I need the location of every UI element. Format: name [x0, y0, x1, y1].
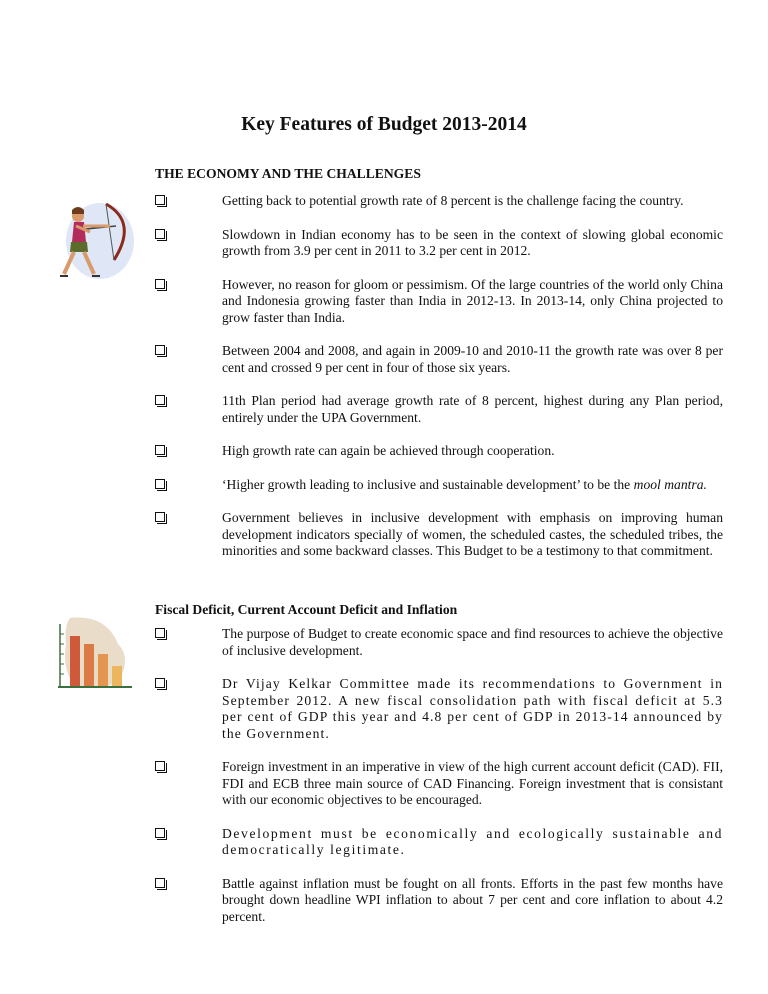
bar-chart-icon [56, 614, 134, 692]
list-item-text: Government believes in inclusive development with emphasis on improving human development indicators specially of women, the scheduled castes, the scheduled tribes, the minorities and some backward classes. This Budget to be a testimony to that commitment. [222, 510, 723, 558]
list-item-text: 11th Plan period had average growth rate of 8 percent, highest during any Plan period, entirely under the UPA Government. [222, 393, 723, 425]
list-item-text: The purpose of Budget to create economic space and find resources to achieve the objective of inclusive development. [222, 626, 723, 658]
list-item-text: High growth rate can again be achieved through cooperation. [222, 443, 555, 458]
checkbox-bullet-icon [155, 479, 165, 489]
list-item-text: However, no reason for gloom or pessimism. Of the large countries of the world only China and Indonesia growing faster than India in 2012-13. In 2013-14, only China projected to grow faster than India. [222, 276, 723, 325]
section-heading-economy: THE ECONOMY AND THE CHALLENGES [155, 166, 421, 181]
list-item-text: Development must be economically and ecologically sustainable and democratically legitimate. [222, 825, 723, 857]
fiscal-bullet-list [155, 626, 723, 925]
list-item-text: Getting back to potential growth rate of 8 percent is the challenge facing the country. [222, 193, 684, 208]
checkbox-bullet-icon [155, 195, 165, 205]
checkbox-bullet-icon [155, 229, 165, 239]
section-heading-fiscal: Fiscal Deficit, Current Account Deficit and Inflation [155, 602, 458, 617]
list-item [155, 626, 723, 659]
list-item [155, 826, 723, 859]
checkbox-bullet-icon [155, 761, 165, 771]
list-item-text: Between 2004 and 2008, and again in 2009-10 and 2010-11 the growth rate was over 8 per cent and crossed 9 per cent in four of those six years. [222, 343, 723, 375]
list-item-text: Battle against inflation must be fought on all fronts. Efforts in the past few months have brought down headline WPI inflation to about 7 per cent and core inflation to about 4.2 percent. [222, 875, 723, 924]
checkbox-bullet-icon [155, 878, 165, 888]
checkbox-bullet-icon [155, 828, 165, 838]
list-item [155, 227, 723, 260]
checkbox-bullet-icon [155, 279, 165, 289]
list-item [155, 510, 723, 560]
list-item [155, 343, 723, 376]
archer-figure-image [54, 196, 144, 286]
checkbox-bullet-icon [155, 345, 165, 355]
list-item [155, 277, 723, 327]
list-item-text: Dr Vijay Kelkar Committee made its recommendations to Government in September 2012. A new fiscal consolidation path with fiscal deficit at 5.3 per cent of GDP this year and 4.8 per cent of GDP in 2013-14 announced by the Government. [222, 676, 723, 741]
checkbox-bullet-icon [155, 628, 165, 638]
list-item [155, 759, 723, 809]
checkbox-bullet-icon [155, 512, 165, 522]
list-item-italic-text: mool mantra. [633, 476, 707, 492]
list-item [155, 193, 723, 210]
list-item-text: ‘Higher growth leading to inclusive and sustainable development’ to be the [222, 476, 631, 492]
economy-bullet-list [155, 193, 723, 560]
document-title: Key Features of Budget 2013-2014 [241, 114, 527, 135]
list-item [155, 393, 723, 426]
list-item-text: Slowdown in Indian economy has to be seen in the context of slowing global economic growth from 3.9 per cent in 2011 to 3.2 per cent in 2012. [222, 226, 723, 258]
list-item [155, 676, 723, 742]
checkbox-bullet-icon [155, 678, 165, 688]
list-item [155, 876, 723, 926]
checkbox-bullet-icon [155, 445, 165, 455]
list-item [155, 443, 723, 460]
list-item-text: Foreign investment in an imperative in view of the high current account deficit (CAD). FII, FDI and ECB three main source of CAD Financing. Foreign investment that is consistant with our economic objectives to be encouraged. [222, 759, 723, 807]
checkbox-bullet-icon [155, 395, 165, 405]
list-item [155, 477, 723, 494]
